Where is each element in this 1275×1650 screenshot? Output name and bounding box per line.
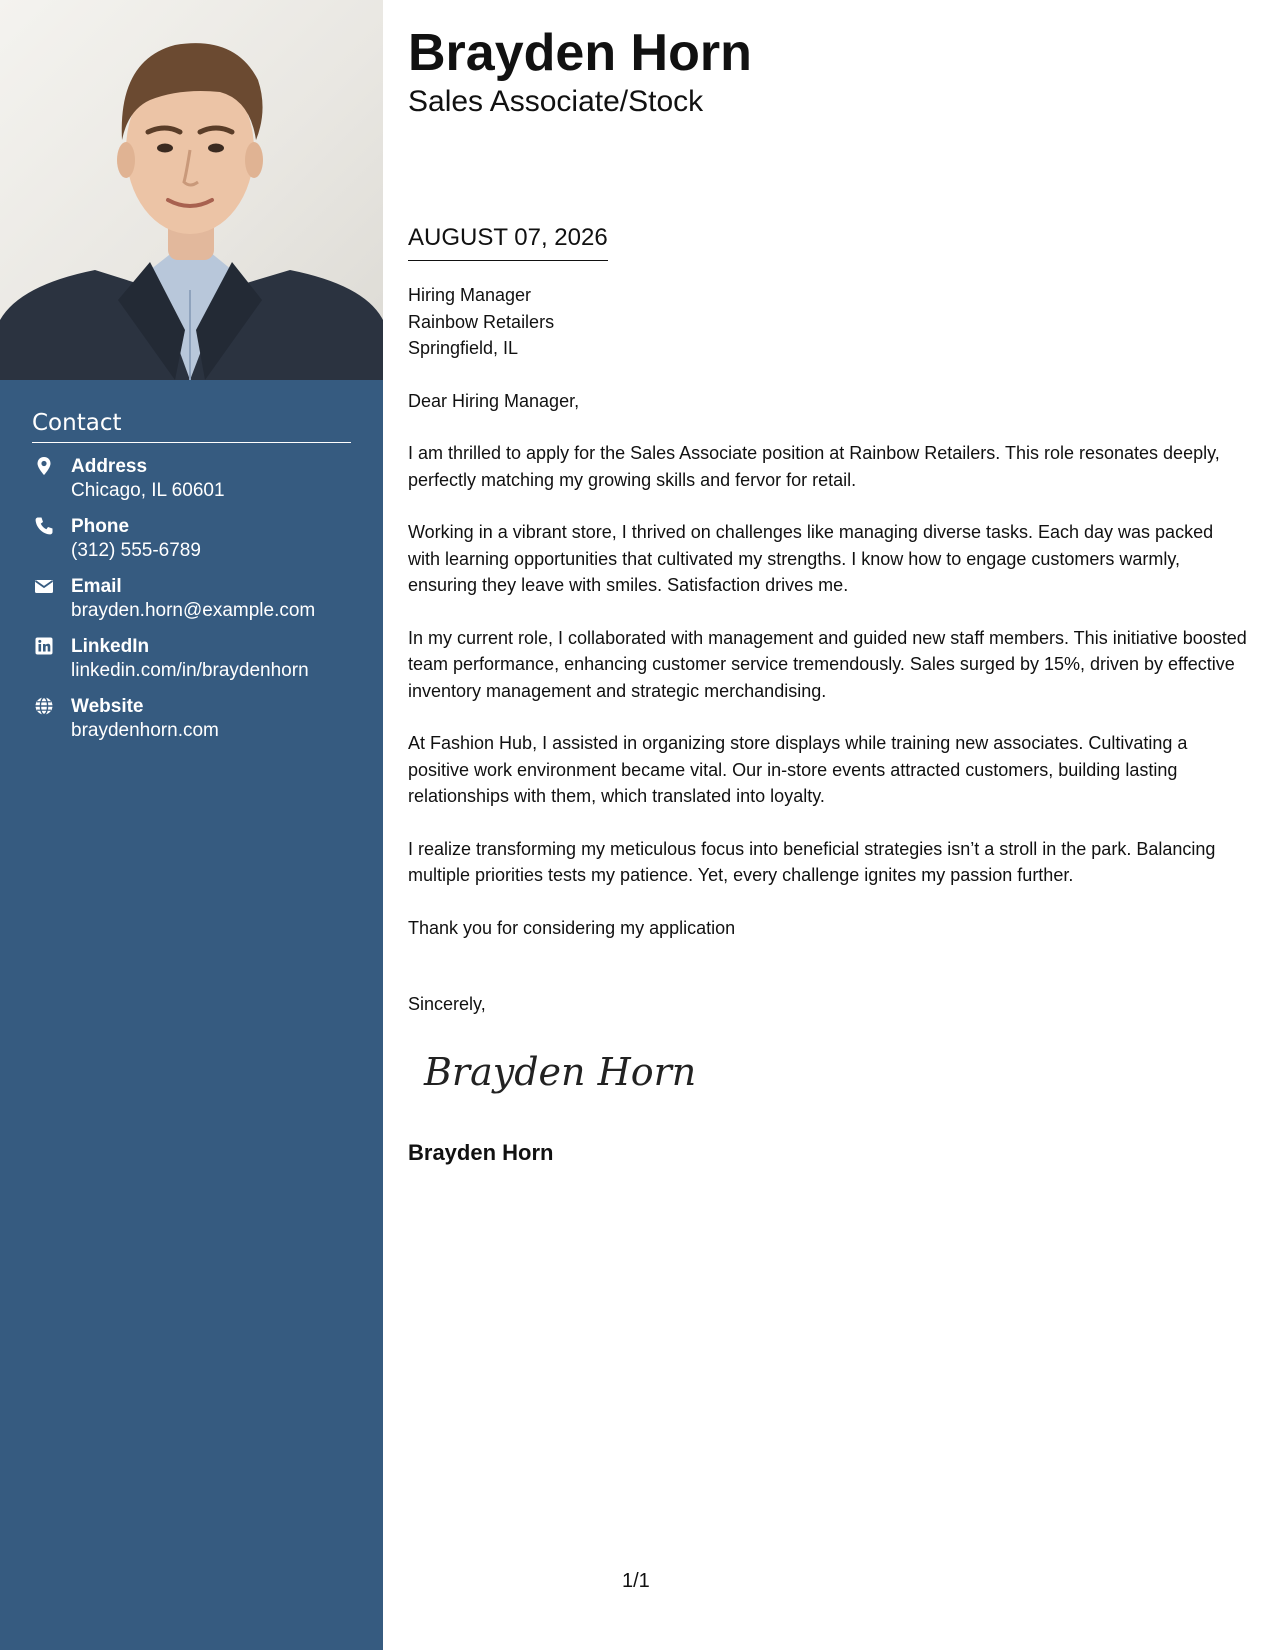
email-icon xyxy=(34,576,54,596)
recipient-line: Springfield, IL xyxy=(408,338,519,358)
letter-body xyxy=(408,282,1248,967)
phone-icon xyxy=(34,516,54,536)
address-label: Address xyxy=(71,455,148,477)
page-number: 1/1 xyxy=(622,1570,650,1592)
contact-phone xyxy=(32,515,351,563)
website-label: Website xyxy=(71,695,144,717)
paragraph: Working in a vibrant store, I thrived on challenges like managing diverse tasks. Each day was packed with learning opportunities that cultivated my strengths. I know how to engage customers warmly, ensuring they leave with smiles. Satisfaction drives me. xyxy=(408,522,1214,595)
salutation: Dear Hiring Manager, xyxy=(408,390,580,411)
map-pin-icon xyxy=(34,456,54,476)
signature: Brayden Horn xyxy=(424,1050,697,1094)
email-label: Email xyxy=(71,575,122,597)
paragraph: I am thrilled to apply for the Sales Associate position at Rainbow Retailers. This role resonates deeply, perfectly matching my growing skills and fervor for retail. xyxy=(408,443,1220,490)
contact-email xyxy=(32,575,351,623)
phone-value: (312) 555-6789 xyxy=(71,539,201,561)
contact-heading: Contact xyxy=(32,410,351,443)
phone-label: Phone xyxy=(71,515,130,537)
linkedin-label: LinkedIn xyxy=(71,635,150,657)
sidebar xyxy=(0,0,383,1650)
letter-date: AUGUST 07, 2026 xyxy=(408,222,608,261)
contact-linkedin xyxy=(32,635,351,683)
profile-photo xyxy=(0,0,383,380)
portrait-illustration xyxy=(0,0,383,380)
paragraph: At Fashion Hub, I assisted in organizing store displays while training new associates. Cultivating a positive work environment became vital. Our in-store events attracted customers, building lasting relationships with them, which translated into loyalty. xyxy=(408,733,1188,806)
paragraph: I realize transforming my meticulous focus into beneficial strategies isn’t a stroll in the park. Balancing multiple priorities tests my patience. Yet, every challenge ignites my passion further. xyxy=(408,838,1216,885)
job-title: Sales Associate/Stock xyxy=(408,85,704,118)
recipient-line: Rainbow Retailers xyxy=(408,311,555,332)
recipient-block xyxy=(408,282,1248,362)
contact-section xyxy=(32,410,351,755)
contact-address xyxy=(32,455,351,503)
globe-icon xyxy=(34,696,54,716)
signer-name: Brayden Horn xyxy=(408,1140,554,1165)
address-value: Chicago, IL 60601 xyxy=(71,479,225,501)
contact-website xyxy=(32,695,351,743)
linkedin-value[interactable]: linkedin.com/in/braydenhorn xyxy=(71,659,309,681)
paragraph: Thank you for considering my application xyxy=(408,917,736,938)
email-value[interactable]: brayden.horn@example.com xyxy=(71,599,316,621)
paragraph: In my current role, I collaborated with management and guided new staff members. This initiative boosted team performance, enhancing customer service tremendously. Sales surged by 15%, driven by effective inventory management and strategic merchandising. xyxy=(408,627,1247,701)
linkedin-icon xyxy=(34,636,54,656)
closing: Sincerely, xyxy=(408,994,486,1014)
recipient-line: Hiring Manager xyxy=(408,285,532,305)
applicant-name: Brayden Horn xyxy=(408,24,752,82)
website-value[interactable]: braydenhorn.com xyxy=(71,719,219,741)
